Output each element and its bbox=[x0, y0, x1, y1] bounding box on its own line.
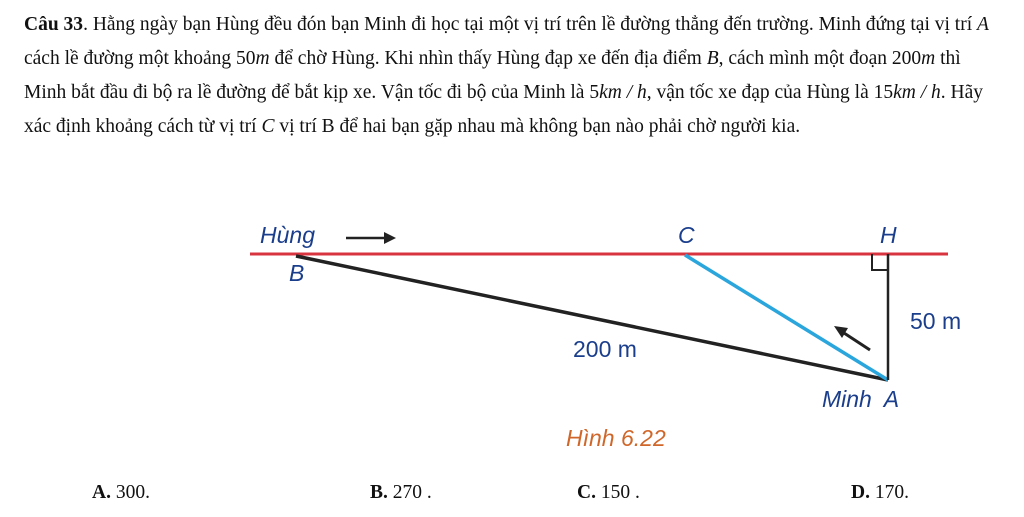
var-a: A bbox=[977, 14, 989, 35]
bike-speed: 15 bbox=[873, 82, 894, 103]
label-h: H bbox=[880, 222, 897, 248]
answer-value: 300. bbox=[115, 482, 150, 503]
question-text-part: . Hằng ngày bạn Hùng đều đón bạn Minh đi học tại một vị trí trên lề đường thẳng đến trường. Minh đứng tại vị trí bbox=[83, 14, 978, 35]
distance-50: 50 bbox=[236, 48, 256, 69]
unit-m: m bbox=[255, 48, 270, 69]
var-b: B bbox=[706, 48, 719, 69]
answer-c[interactable] bbox=[577, 482, 640, 504]
question-text-part: cách lề đường một khoảng bbox=[24, 48, 237, 69]
figure-6-22 bbox=[0, 200, 1024, 460]
walk-speed: 5 bbox=[589, 82, 600, 103]
question-text-part: . Hãy xác định khoảng cách từ vị trí bbox=[24, 82, 984, 137]
answer-letter: B. bbox=[370, 482, 388, 503]
question-text-part: để chờ Hùng. Khi nhìn thấy Hùng đạp xe đến địa điểm bbox=[269, 48, 707, 69]
question-text-part: vị trí B để hai bạn gặp nhau mà không bạn nào phải chờ người kia. bbox=[274, 116, 801, 137]
unit-m: m bbox=[921, 48, 936, 69]
label-50m: 50 m bbox=[910, 308, 962, 334]
figure-caption: Hình 6.22 bbox=[566, 425, 666, 451]
unit-kmh: km / h bbox=[893, 82, 941, 103]
answer-a[interactable] bbox=[92, 482, 150, 504]
answer-value: 270 . bbox=[392, 482, 432, 503]
answer-options bbox=[0, 482, 1024, 508]
geometry-diagram bbox=[0, 200, 1024, 460]
answer-letter: D. bbox=[851, 482, 870, 503]
label-hung: Hùng bbox=[260, 222, 315, 248]
question-text-part: , cách mình một đoạn bbox=[718, 48, 892, 69]
distance-200: 200 bbox=[891, 48, 922, 69]
label-c: C bbox=[678, 222, 695, 248]
unit-kmh: km / h bbox=[599, 82, 647, 103]
answer-value: 170. bbox=[874, 482, 909, 503]
var-c: C bbox=[261, 116, 275, 137]
label-b: B bbox=[289, 260, 305, 286]
answer-d[interactable] bbox=[851, 482, 909, 504]
question-number: Câu 33 bbox=[24, 14, 84, 35]
segment-ca bbox=[685, 255, 888, 380]
answer-letter: C. bbox=[577, 482, 596, 503]
answer-b[interactable] bbox=[370, 482, 432, 504]
answer-letter: A. bbox=[92, 482, 111, 503]
direction-arrow-icon bbox=[346, 232, 396, 244]
label-200m: 200 m bbox=[573, 336, 637, 362]
question-text bbox=[24, 8, 1004, 144]
answer-value: 150 . bbox=[600, 482, 640, 503]
walk-arrow-icon bbox=[834, 326, 870, 350]
question-text-part: , vận tốc xe đạp của Hùng là bbox=[646, 82, 874, 103]
right-angle-mark bbox=[872, 254, 888, 270]
question-text-part: thì Minh bắt đầu đi bộ ra lề đường để bắt kịp xe. Vận tốc đi bộ của Minh là bbox=[24, 48, 961, 103]
label-minh-a: Minh A bbox=[822, 386, 900, 412]
